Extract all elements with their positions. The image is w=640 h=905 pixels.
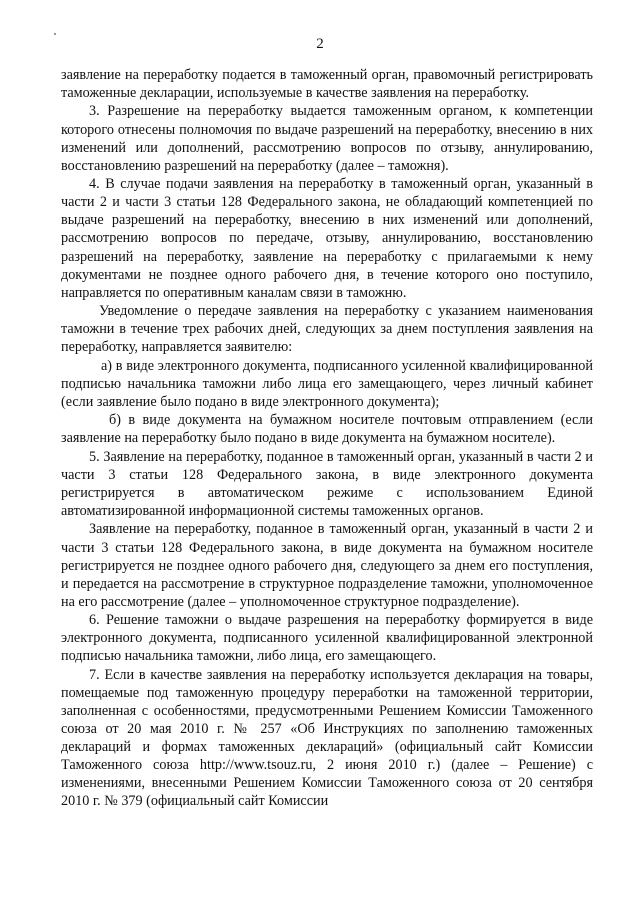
paragraph-paper-registration: Заявление на переработку, поданное в таможенный орган, указанный в части 2 и части 3 статьи 128 Федерального закона, в виде документа на бумажном носителе регистрируется не позднее одного рабочего дня, следующего за днем его поступления, и передается на рассмотрение в структурное подразделение таможни, уполномоченное на его рассмотрение (далее – уполномоченное структурное подразделение). [61, 521, 593, 610]
body-text [61, 66, 593, 811]
paragraph-3: 3. Разрешение на переработку выдается таможенным органом, к компетенции которого отнесены полномочия по выдаче разрешений на переработку, внесению в них изменений или дополнений, рассмотрению вопросов по отзыву, аннулированию, восстановлению разрешений на переработку (далее – таможня). [61, 103, 593, 174]
page-number: 2 [316, 36, 324, 52]
paragraph-4: 4. В случае подачи заявления на переработку в таможенный орган, указанный в части 2 и части 3 статьи 128 Федерального закона, не обладающий компетенцией по выдаче разрешений на переработку, внесению в них изменений или дополнений, рассмотрению вопросов по передаче, отзыву, аннулированию, восстановлению разрешений на переработку, заявление на переработку с прилагаемыми к нему документами не позднее одного рабочего дня, в течение которого оно поступило, направляется по оперативным каналам связи в таможню. [61, 176, 593, 301]
paragraph-6: 6. Решение таможни о выдаче разрешения на переработку формируется в виде электронного документа, подписанного усиленной квалифицированной электронной подписью начальника таможни, либо лица, его замещающего. [61, 612, 593, 665]
paragraph-notification: Уведомление о передаче заявления на переработку с указанием наименования таможни в течение трех рабочих дней, следующих за днем поступления заявления на переработку, направляется заявителю: [61, 303, 593, 356]
paragraph-continuation: заявление на переработку подается в таможенный орган, правомочный регистрировать таможенные декларации, используемые в качестве заявления на переработку. [61, 67, 593, 102]
list-item-b: б) в виде документа на бумажном носителе почтовым отправлением (если заявление на переработку было подано в виде документа на бумажном носителе). [61, 412, 593, 447]
list-item-a: а) в виде электронного документа, подписанного усиленной квалифицированной подписью начальника таможни либо лица его замещающего, через личный кабинет (если заявление было подано в виде электронного документа); [61, 357, 593, 410]
scan-speck [54, 33, 56, 35]
paragraph-7: 7. Если в качестве заявления на переработку используется декларация на товары, помещаемые под таможенную процедуру переработки на таможенной территории, заполненная с особенностями, предусмотренными Решением Комиссии Таможенного союза от 20 мая 2010 г. № 257 «Об Инструкциях по заполнению таможенных деклараций и формах таможенных деклараций» (официальный сайт Комиссии Таможенного союза http://www.tsouz.ru, 2 июня 2010 г.) (далее – Решение) с изменениями, внесенными Решением Комиссии Таможенного союза от 20 сентября 2010 г. № 379 (официальный сайт Комиссии [61, 666, 593, 810]
paragraph-5: 5. Заявление на переработку, поданное в таможенный орган, указанный в части 2 и части 3 статьи 128 Федерального закона, в виде электронного документа регистрируется в автоматическом режиме с использованием Единой автоматизированной информационной системы таможенных органов. [61, 448, 593, 520]
